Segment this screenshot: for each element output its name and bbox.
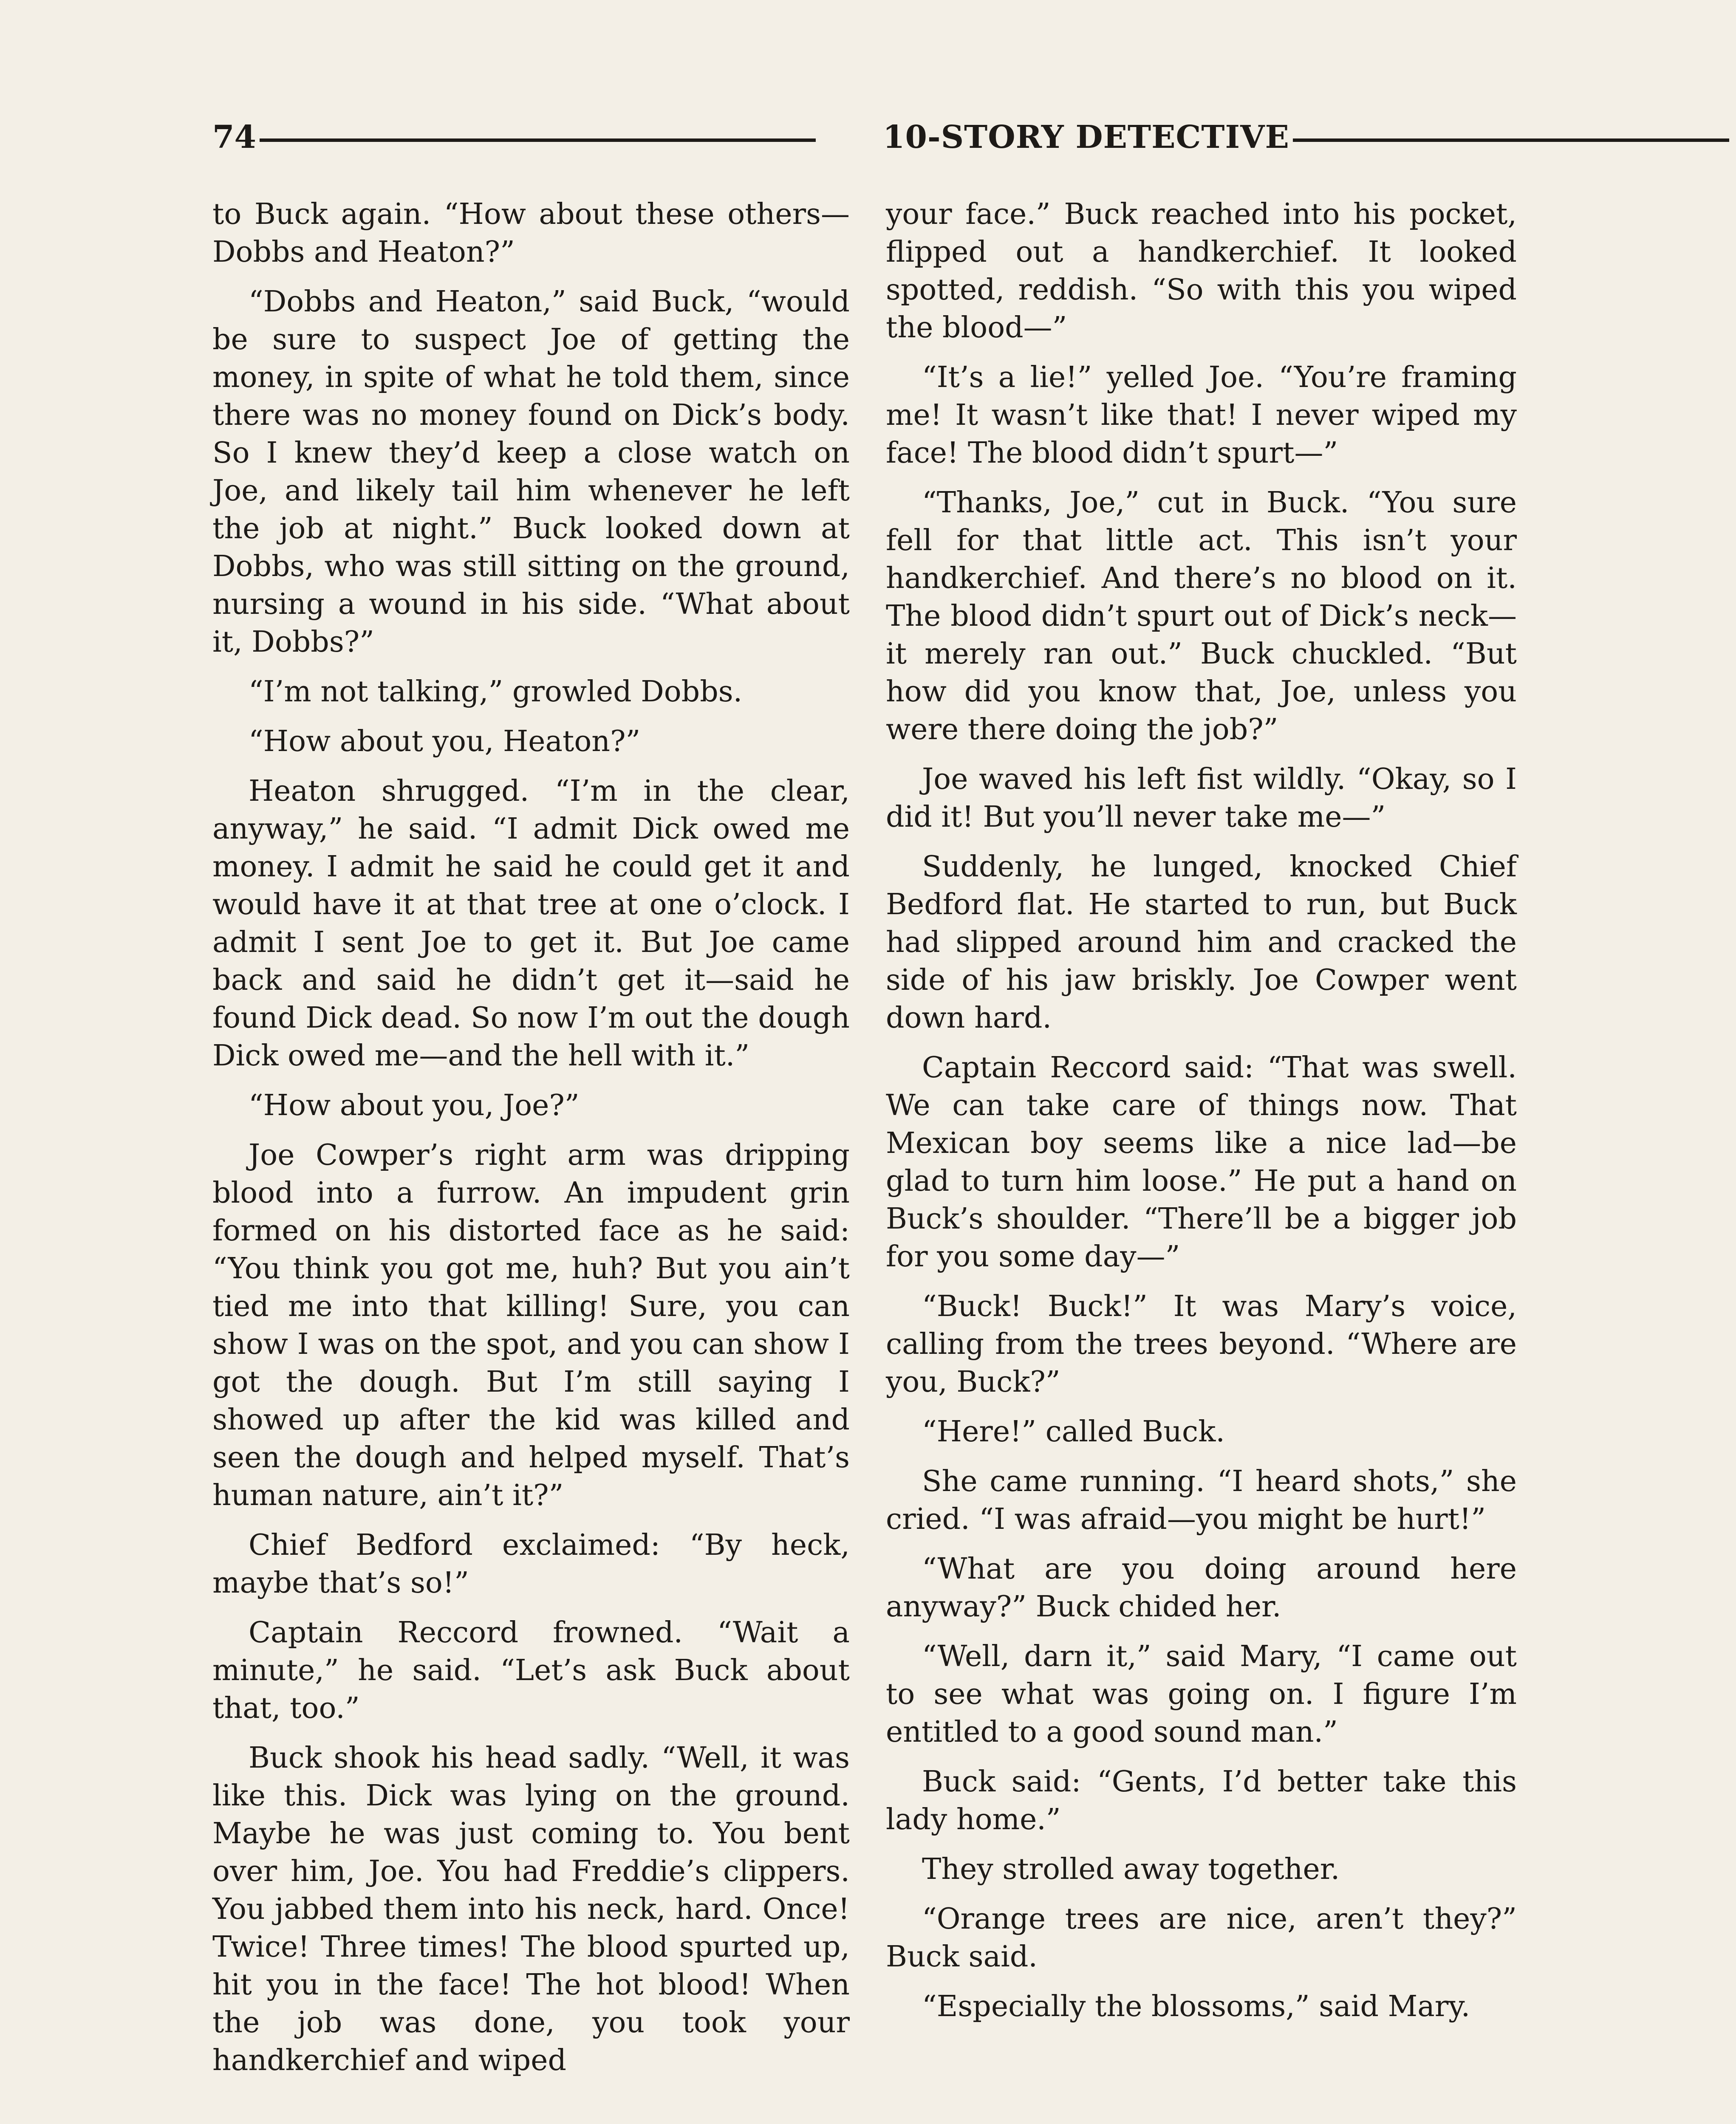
paragraph: They strolled away together. <box>922 1853 1340 1886</box>
paragraph: “I’m not talking,” growled Dobbs. <box>249 675 743 709</box>
paragraph: Buck shook his head sadly. “Well, it was like this. Dick was lying on the ground. Maybe he was just coming to. You bent over him, Joe. You had Freddie’s clippers. You jabbed them into his neck, hard. Once! Twice! Three times! The blood spurted up, hit you in the face! The hot blood! When the job was done, you took your handkerchief and wiped <box>212 1741 850 2077</box>
paragraph: Suddenly, he lunged, knocked Chief Bedford flat. He started to run, but Buck had slipped around him and cracked the side of his jaw briskly. Joe Cowper went down hard. <box>886 850 1517 1035</box>
paragraph: “Orange trees are nice, aren’t they?” Buck said. <box>886 1902 1517 1974</box>
right-column <box>886 195 1517 2037</box>
paragraph: “What are you doing around here anyway?” Buck chided her. <box>886 1552 1517 1624</box>
paragraph: your face.” Buck reached into his pocket, flipped out a handkerchief. It looked spotted, reddish. “So with this you wiped the blood—” <box>886 198 1517 345</box>
paragraph: Captain Reccord frowned. “Wait a minute,” he said. “Let’s ask Buck about that, too.” <box>212 1616 850 1725</box>
paragraph: Chief Bedford exclaimed: “By heck, maybe that’s so!” <box>212 1528 850 1600</box>
paragraph: “Well, darn it,” said Mary, “I came out to see what was going on. I figure I’m entitled to a good sound man.” <box>886 1640 1517 1749</box>
paragraph: Joe waved his left fist wildly. “Okay, so I did it! But you’ll never take me—” <box>886 763 1517 834</box>
paragraph: Buck said: “Gents, I’d better take this lady home.” <box>886 1765 1517 1836</box>
paragraph: “How about you, Joe?” <box>249 1089 580 1122</box>
paragraph: She came running. “I heard shots,” she cried. “I was afraid—you might be hurt!” <box>886 1465 1517 1536</box>
header-rule-left <box>251 138 816 142</box>
paragraph: “Thanks, Joe,” cut in Buck. “You sure fell for that little act. This isn’t your handkerchief. And there’s no blood on it. The blood didn’t spurt out of Dick’s neck—it merely ran out.” Buck chuckled. “But how did you know that, Joe, unless you were there doing the job?” <box>886 486 1517 746</box>
paragraph: to Buck again. “How about these others—Dobbs and Heaton?” <box>212 198 850 269</box>
paragraph: Heaton shrugged. “I’m in the clear, anyway,” he said. “I admit Dick owed me money. I admit he said he could get it and would have it at that tree at one o’clock. I admit I sent Joe to get it. But Joe came back and said he didn’t get it—said he found Dick dead. So now I’m out the dough Dick owed me—and the hell with it.” <box>212 774 850 1073</box>
paragraph: “Buck! Buck!” It was Mary’s voice, calling from the trees beyond. “Where are you, Buck?” <box>886 1290 1517 1399</box>
paragraph: Joe Cowper’s right arm was dripping blood into a furrow. An impudent grin formed on his distorted face as he said: “You think you got me, huh? But you ain’t tied me into that killing! Sure, you can show I was on the spot, and you can show I got the dough. But I’m still saying I showed up after the kid was killed and seen the dough and helped myself. That’s human nature, ain’t it?” <box>212 1138 850 1512</box>
paragraph: “It’s a lie!” yelled Joe. “You’re framing me! It wasn’t like that! I never wiped my face! The blood didn’t spurt—” <box>886 361 1517 470</box>
page-number: 74 <box>212 119 260 155</box>
page-header <box>212 115 1517 161</box>
left-column <box>212 195 850 2091</box>
paragraph: Captain Reccord said: “That was swell. We can take care of things now. That Mexican boy seems like a nice lad—be glad to turn him loose.” He put a hand on Buck’s shoulder. “There’ll be a bigger job for you some day—” <box>886 1051 1517 1274</box>
paragraph: “Here!” called Buck. <box>922 1415 1225 1449</box>
paragraph: “Dobbs and Heaton,” said Buck, “would be sure to suspect Joe of getting the money, in spite of what he told them, since there was no money found on Dick’s body. So I knew they’d keep a close watch on Joe, and likely tail him whenever he left the job at night.” Buck looked down at Dobbs, who was still sitting on the ground, nursing a wound in his side. “What about it, Dobbs?” <box>212 285 850 659</box>
paragraph: “How about you, Heaton?” <box>249 725 641 758</box>
header-rule-right <box>1270 138 1729 142</box>
magazine-title: 10-STORY DETECTIVE <box>879 119 1293 155</box>
paragraph: “Especially the blossoms,” said Mary. <box>922 1990 1470 2023</box>
